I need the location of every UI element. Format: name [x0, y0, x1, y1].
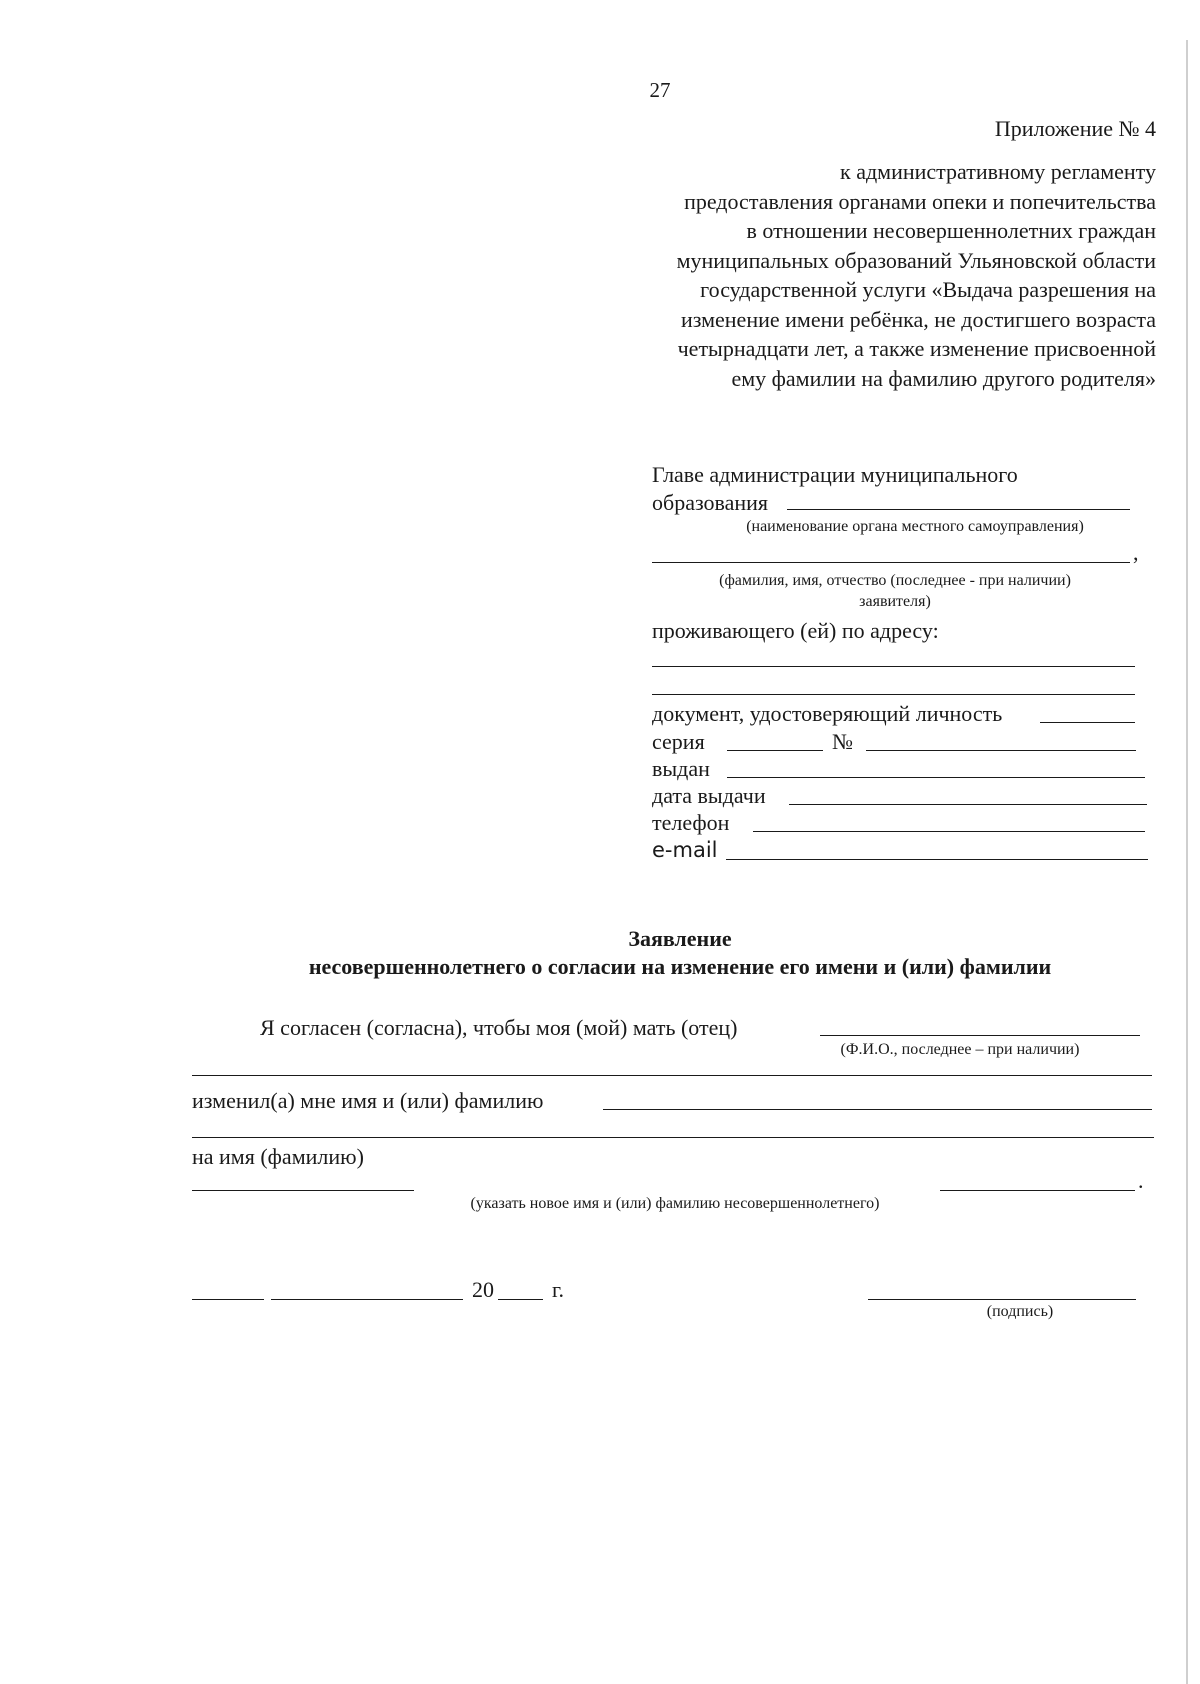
- appendix-line: предоставления органами опеки и попечительства: [684, 188, 1156, 214]
- year-suffix: г.: [552, 1277, 565, 1302]
- signature-field-line[interactable]: [868, 1299, 1136, 1300]
- issued-label: выдан: [652, 756, 710, 781]
- email-label: e-mail: [652, 838, 718, 862]
- number-sign-label: №: [832, 729, 853, 754]
- addressee-head: Главе администрации муниципального: [652, 462, 1018, 487]
- residing-label: проживающего (ей) по адресу:: [652, 618, 939, 643]
- old-name-field-line-2[interactable]: [192, 1137, 1154, 1138]
- statement-subtitle: несовершеннолетнего о согласии на изменение его имени и (или) фамилии: [308, 954, 1052, 979]
- month-field-line[interactable]: [271, 1299, 463, 1300]
- year-prefix: 20: [472, 1277, 494, 1302]
- issue-date-field-line[interactable]: [789, 804, 1147, 805]
- issue-date-label: дата выдачи: [652, 783, 766, 808]
- municipality-label: образования: [652, 490, 769, 515]
- issued-field-line[interactable]: [727, 777, 1145, 778]
- appendix-title: Приложение № 4: [994, 116, 1156, 141]
- signature-hint: (подпись): [986, 1303, 1054, 1320]
- appendix-line: четырнадцати лет, а также изменение присвоенной: [677, 336, 1156, 361]
- year-field-line[interactable]: [498, 1299, 543, 1300]
- page-edge-shadow: [1186, 40, 1188, 1684]
- id-document-label: документ, удостоверяющий личность: [652, 701, 1003, 726]
- appendix-line: в отношении несовершеннолетних граждан: [746, 218, 1156, 243]
- phone-field-line[interactable]: [753, 831, 1145, 832]
- parent-fio-field-line[interactable]: [820, 1035, 1140, 1036]
- applicant-fio-hint: (фамилия, имя, отчество (последнее - при наличии): [719, 572, 1071, 589]
- appendix-line: к административному регламенту: [840, 159, 1156, 184]
- new-name-hint: (указать новое имя и (или) фамилию несовершеннолетнего): [470, 1195, 880, 1212]
- old-name-field-line[interactable]: [603, 1109, 1152, 1110]
- appendix-line: муниципальных образований Ульяновской области: [676, 247, 1156, 273]
- appendix-line: государственной услуги «Выдача разрешения на: [700, 277, 1156, 302]
- parent-fio-field-line-2[interactable]: [192, 1075, 1152, 1076]
- series-field-line[interactable]: [727, 750, 823, 751]
- new-name-field-line-left[interactable]: [192, 1190, 414, 1191]
- consent-text: Я согласен (согласна), чтобы моя (мой) мать (отец): [260, 1015, 738, 1040]
- municipality-field-line[interactable]: [787, 509, 1130, 510]
- comma: ,: [1133, 540, 1139, 565]
- new-name-field-line-right[interactable]: [940, 1190, 1135, 1191]
- to-name-text: на имя (фамилию): [192, 1144, 364, 1169]
- applicant-fio-field-line[interactable]: [652, 562, 1130, 563]
- parent-fio-hint: (Ф.И.О., последнее – при наличии): [840, 1041, 1080, 1058]
- org-name-hint: (наименование органа местного самоуправления): [746, 518, 1084, 535]
- number-field-line[interactable]: [866, 750, 1136, 751]
- day-field-line[interactable]: [192, 1299, 264, 1300]
- applicant-fio-hint-2: заявителя): [859, 593, 931, 610]
- appendix-reference: [560, 157, 1156, 393]
- statement-title: Заявление: [628, 926, 732, 951]
- period: .: [1138, 1168, 1144, 1193]
- changed-text: изменил(а) мне имя и (или) фамилию: [192, 1088, 544, 1113]
- id-document-field-line[interactable]: [1040, 722, 1135, 723]
- series-label: серия: [652, 729, 705, 754]
- appendix-line: изменение имени ребёнка, не достигшего возраста: [680, 306, 1156, 332]
- appendix-line: ему фамилии на фамилию другого родителя»: [731, 365, 1156, 391]
- phone-label: телефон: [652, 810, 730, 835]
- address-field-line-1[interactable]: [652, 666, 1135, 667]
- address-field-line-2[interactable]: [652, 694, 1135, 695]
- email-field-line[interactable]: [726, 859, 1148, 860]
- page-number: 27: [649, 78, 671, 102]
